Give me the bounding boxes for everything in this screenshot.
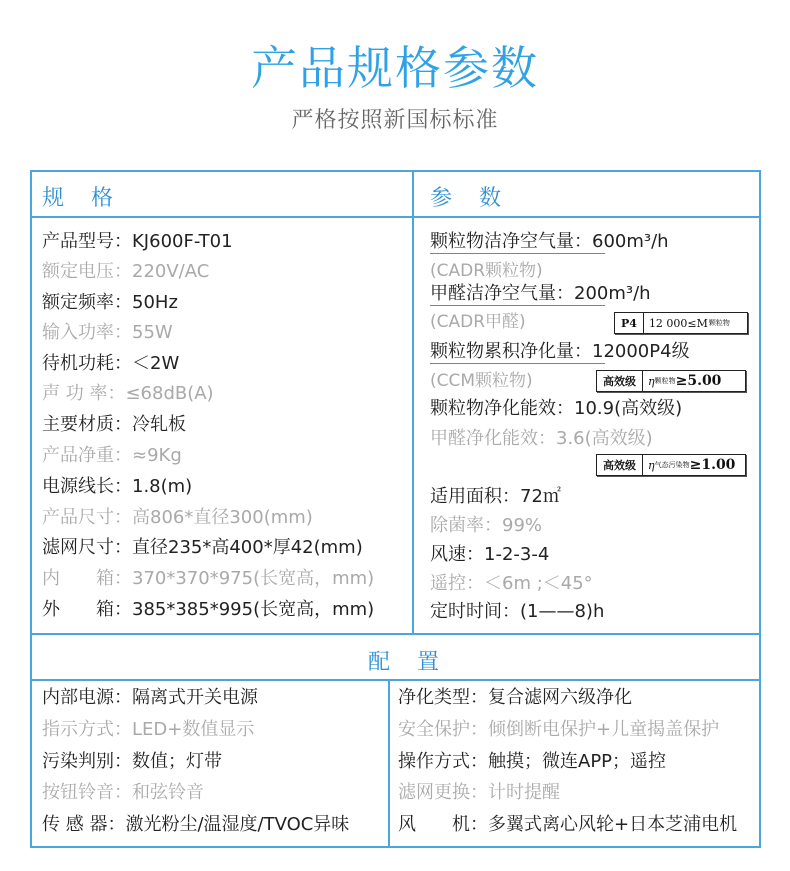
config-row (398, 686, 632, 710)
underline (430, 305, 605, 306)
spec-row (42, 536, 363, 560)
spec-value: 220V/AC (132, 261, 210, 282)
param-label: 除菌率： (430, 515, 502, 536)
param-value: 3.6(高效级) (556, 428, 653, 449)
spec-row (42, 567, 374, 591)
config-row (398, 781, 560, 805)
spec-row (42, 444, 182, 468)
config-label: 按钮铃音： (42, 782, 132, 803)
config-row (42, 813, 349, 837)
param-row (430, 543, 549, 567)
badge-threshold: η 颗粒物 ≥5.00 (648, 373, 722, 389)
param-row (430, 514, 542, 538)
param-label: 适用面积： (430, 486, 520, 507)
spec-value: 高806*直径300(mm) (132, 507, 313, 528)
spec-label: 外 箱： (42, 599, 132, 620)
config-value: LED+数值显示 (132, 719, 255, 740)
divider (412, 170, 414, 634)
spec-label: 额定频率： (42, 292, 132, 313)
param-value: ＜6m ;＜45° (484, 573, 593, 594)
param-value: 200m³/h (574, 283, 651, 304)
underline (430, 363, 605, 364)
params-heading: 参 数 (430, 186, 511, 211)
config-value: 复合滤网六级净化 (488, 687, 632, 708)
divider (388, 679, 390, 848)
spec-label: 产品型号： (42, 231, 132, 252)
param-label: 甲醛洁净空气量： (430, 283, 574, 304)
param-row (430, 427, 653, 451)
param-value: 12000P4级 (592, 341, 690, 362)
config-label: 净化类型： (398, 687, 488, 708)
param-label: 风速： (430, 544, 484, 565)
spec-value: 50Hz (132, 292, 178, 313)
param-row (430, 485, 561, 509)
config-label: 内部电源： (42, 687, 132, 708)
spec-value: ≈9Kg (132, 445, 182, 466)
param-row (430, 572, 593, 596)
config-row (42, 718, 254, 742)
param-row (430, 230, 669, 254)
page-title: 产品规格参数 (251, 41, 539, 95)
config-row (398, 813, 737, 837)
spec-row (42, 598, 374, 622)
badge-grade: 高效级 (597, 371, 643, 391)
badge-grade: 高效级 (597, 455, 643, 475)
spec-value: 385*385*995(长宽高，mm) (132, 599, 375, 620)
spec-row (42, 413, 186, 437)
param-value: 99% (502, 515, 543, 536)
config-value: 激光粉尘/温湿度/TVOC异味 (125, 814, 350, 835)
underline (430, 253, 605, 254)
param-row (430, 397, 682, 421)
badge-threshold: 12 000≤M 颗粒物 (648, 316, 730, 330)
spec-label: 产品净重： (42, 445, 132, 466)
config-value: 触摸；微连APP；遥控 (488, 751, 667, 772)
spec-value: ≤68dB(A) (125, 383, 214, 404)
spec-value: KJ600F-T01 (132, 231, 233, 252)
spec-row (42, 382, 214, 406)
config-label: 安全保护： (398, 719, 488, 740)
badge-threshold: η 气态污染物 ≥1.00 (648, 457, 736, 473)
config-row (42, 686, 258, 710)
config-label: 指示方式： (42, 719, 132, 740)
param-value: 72㎡ (520, 486, 561, 507)
spec-row (42, 260, 209, 284)
config-label: 污染判别： (42, 751, 132, 772)
spec-label: 电源线长： (42, 476, 132, 497)
spec-row (42, 291, 178, 315)
badge-grade: P4 (615, 313, 644, 333)
param-label: 颗粒物净化能效： (430, 398, 574, 419)
param-sub-label: (CADR甲醛) (430, 312, 526, 332)
param-row (430, 340, 690, 364)
param-sub-label: (CADR颗粒物) (430, 261, 543, 281)
param-label: 定时时间： (430, 601, 520, 622)
spec-label: 主要材质： (42, 414, 132, 435)
param-value: 1-2-3-4 (484, 544, 550, 565)
param-row (430, 282, 651, 306)
config-row (42, 750, 222, 774)
spec-row (42, 352, 179, 376)
param-label: 颗粒物累积净化量： (430, 341, 592, 362)
param-row (430, 600, 604, 624)
param-value: 600m³/h (592, 231, 669, 252)
config-value: 计时提醒 (488, 782, 560, 803)
config-label: 风 机： (398, 814, 488, 835)
spec-label: 输入功率： (42, 322, 132, 343)
config-value: 数值；灯带 (132, 751, 222, 772)
p4-grade-badge (614, 312, 748, 334)
param-value: 10.9(高效级) (574, 398, 683, 419)
spec-heading: 规 格 (42, 186, 123, 211)
spec-value: 370*370*975(长宽高，mm) (132, 568, 375, 589)
divider (30, 679, 761, 681)
spec-row (42, 475, 192, 499)
particle-efficiency-badge (596, 370, 746, 392)
param-value: (1——8)h (520, 601, 605, 622)
config-row (398, 718, 719, 742)
spec-value: 1.8(m) (132, 476, 193, 497)
spec-value: 直径235*高400*厚42(mm) (132, 537, 363, 558)
config-row (398, 750, 666, 774)
spec-value: ＜2W (132, 353, 180, 374)
formaldehyde-efficiency-badge (596, 454, 746, 476)
spec-label: 内 箱： (42, 568, 132, 589)
spec-row (42, 321, 173, 345)
divider (30, 633, 761, 635)
config-label: 滤网更换： (398, 782, 488, 803)
config-label: 操作方式： (398, 751, 488, 772)
config-value: 隔离式开关电源 (132, 687, 258, 708)
spec-label: 产品尺寸： (42, 507, 132, 528)
config-value: 倾倒断电保护+儿童揭盖保护 (488, 719, 720, 740)
spec-label: 待机功耗： (42, 353, 132, 374)
config-row (42, 781, 204, 805)
param-label: 甲醛净化能效： (430, 428, 556, 449)
spec-value: 冷轧板 (132, 414, 186, 435)
config-value: 多翼式离心风轮+日本芝浦电机 (488, 814, 738, 835)
config-value: 和弦铃音 (132, 782, 204, 803)
spec-label: 滤网尺寸： (42, 537, 132, 558)
spec-label: 声 功 率： (42, 383, 126, 404)
spec-row (42, 506, 313, 530)
config-heading: 配 置 (368, 650, 449, 675)
divider (30, 216, 761, 218)
param-label: 遥控： (430, 573, 484, 594)
page-subtitle: 严格按照新国标标准 (291, 108, 499, 133)
spec-row (42, 230, 233, 254)
param-sub-label: (CCM颗粒物) (430, 371, 533, 391)
config-label: 传 感 器： (42, 814, 126, 835)
param-label: 颗粒物洁净空气量： (430, 231, 592, 252)
spec-label: 额定电压： (42, 261, 132, 282)
spec-value: 55W (132, 322, 173, 343)
